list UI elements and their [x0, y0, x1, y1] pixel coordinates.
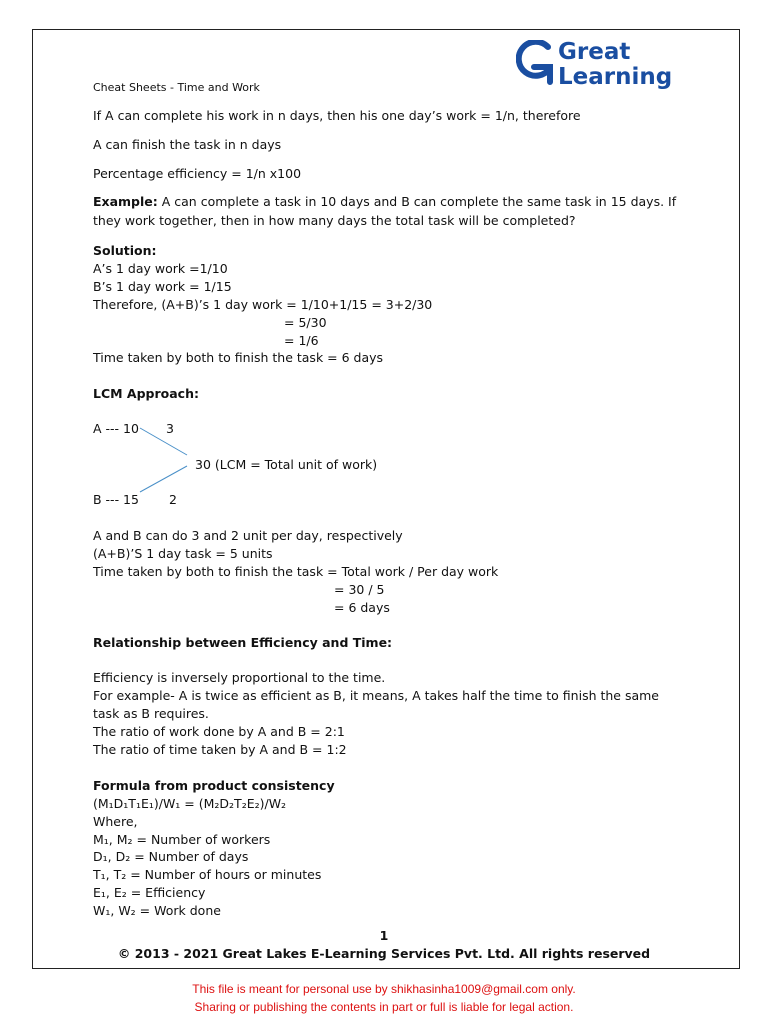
solution-label: Solution:	[93, 243, 157, 258]
lcm-line: (A+B)’S 1 day task = 5 units	[93, 546, 273, 561]
legal-notice: Sharing or publishing the contents in part or full is liable for legal action.	[194, 1000, 574, 1014]
solution-line: = 5/30	[284, 315, 327, 330]
lcm-center: 30 (LCM = Total unit of work)	[195, 457, 378, 472]
logo-text: Great Learning	[558, 39, 673, 90]
formula-line: E₁, E₂ = Efficiency	[93, 885, 206, 900]
relationship-line: task as B requires.	[93, 706, 209, 721]
lcm-label: LCM Approach:	[93, 386, 199, 401]
lcm-line: A and B can do 3 and 2 unit per day, respectively	[93, 528, 403, 543]
formula-line: T₁, T₂ = Number of hours or minutes	[93, 867, 322, 882]
lcm-b-days: B --- 15	[93, 492, 139, 507]
sheet-header: Cheat Sheets - Time and Work	[93, 81, 260, 94]
example-line-2: they work together, then in how many days the total task will be completed?	[93, 213, 576, 228]
intro-line-3: Percentage efficiency = 1/n x100	[93, 166, 302, 181]
diagram-line-b	[140, 466, 187, 492]
formula-line: W₁, W₂ = Work done	[93, 903, 221, 918]
solution-line: Therefore, (A+B)’s 1 day work = 1/10+1/15 = 3+2/30	[93, 297, 433, 312]
relationship-line: For example- A is twice as efficient as B, it means, A takes half the time to finish the same	[93, 688, 659, 703]
solution-line: = 1/6	[284, 333, 319, 348]
lcm-a-days: A --- 10	[93, 421, 139, 436]
personal-use-notice: This file is meant for personal use by shikhasinha1009@gmail.com only.	[192, 982, 576, 996]
formula-line: M₁, M₂ = Number of workers	[93, 832, 271, 847]
relationship-line: The ratio of time taken by A and B = 1:2	[93, 742, 347, 757]
relationship-line: The ratio of work done by A and B = 2:1	[93, 724, 345, 739]
relationship-line: Efficiency is inversely proportional to the time.	[93, 670, 386, 685]
lcm-line: Time taken by both to finish the task = Total work / Per day work	[93, 564, 499, 579]
solution-line: B’s 1 day work = 1/15	[93, 279, 232, 294]
diagram-line-a	[140, 428, 187, 455]
solution-line: Time taken by both to finish the task = 6 days	[93, 350, 384, 365]
solution-line: A’s 1 day work =1/10	[93, 261, 228, 276]
formula-line: (M₁D₁T₁E₁)/W₁ = (M₂D₂T₂E₂)/W₂	[93, 796, 287, 811]
formula-label: Formula from product consistency	[93, 778, 335, 793]
formula-line: D₁, D₂ = Number of days	[93, 849, 249, 864]
lcm-line: = 30 / 5	[334, 582, 385, 597]
lcm-line: = 6 days	[334, 600, 390, 615]
formula-line: Where,	[93, 814, 138, 829]
relationship-label: Relationship between Efficiency and Time:	[93, 635, 393, 650]
lcm-b-units: 2	[169, 492, 177, 507]
intro-line-1: If A can complete his work in n days, then his one day’s work = 1/n, therefore	[93, 108, 581, 123]
example-line-1: Example: A can complete a task in 10 days and B can complete the same task in 15 days. If	[93, 194, 677, 209]
lcm-a-units: 3	[166, 421, 174, 436]
example-label: Example:	[93, 194, 158, 209]
copyright-notice: © 2013 - 2021 Great Lakes E-Learning Services Pvt. Ltd. All rights reserved	[117, 946, 651, 961]
page-number: 1	[379, 928, 389, 943]
intro-line-2: A can finish the task in n days	[93, 137, 282, 152]
